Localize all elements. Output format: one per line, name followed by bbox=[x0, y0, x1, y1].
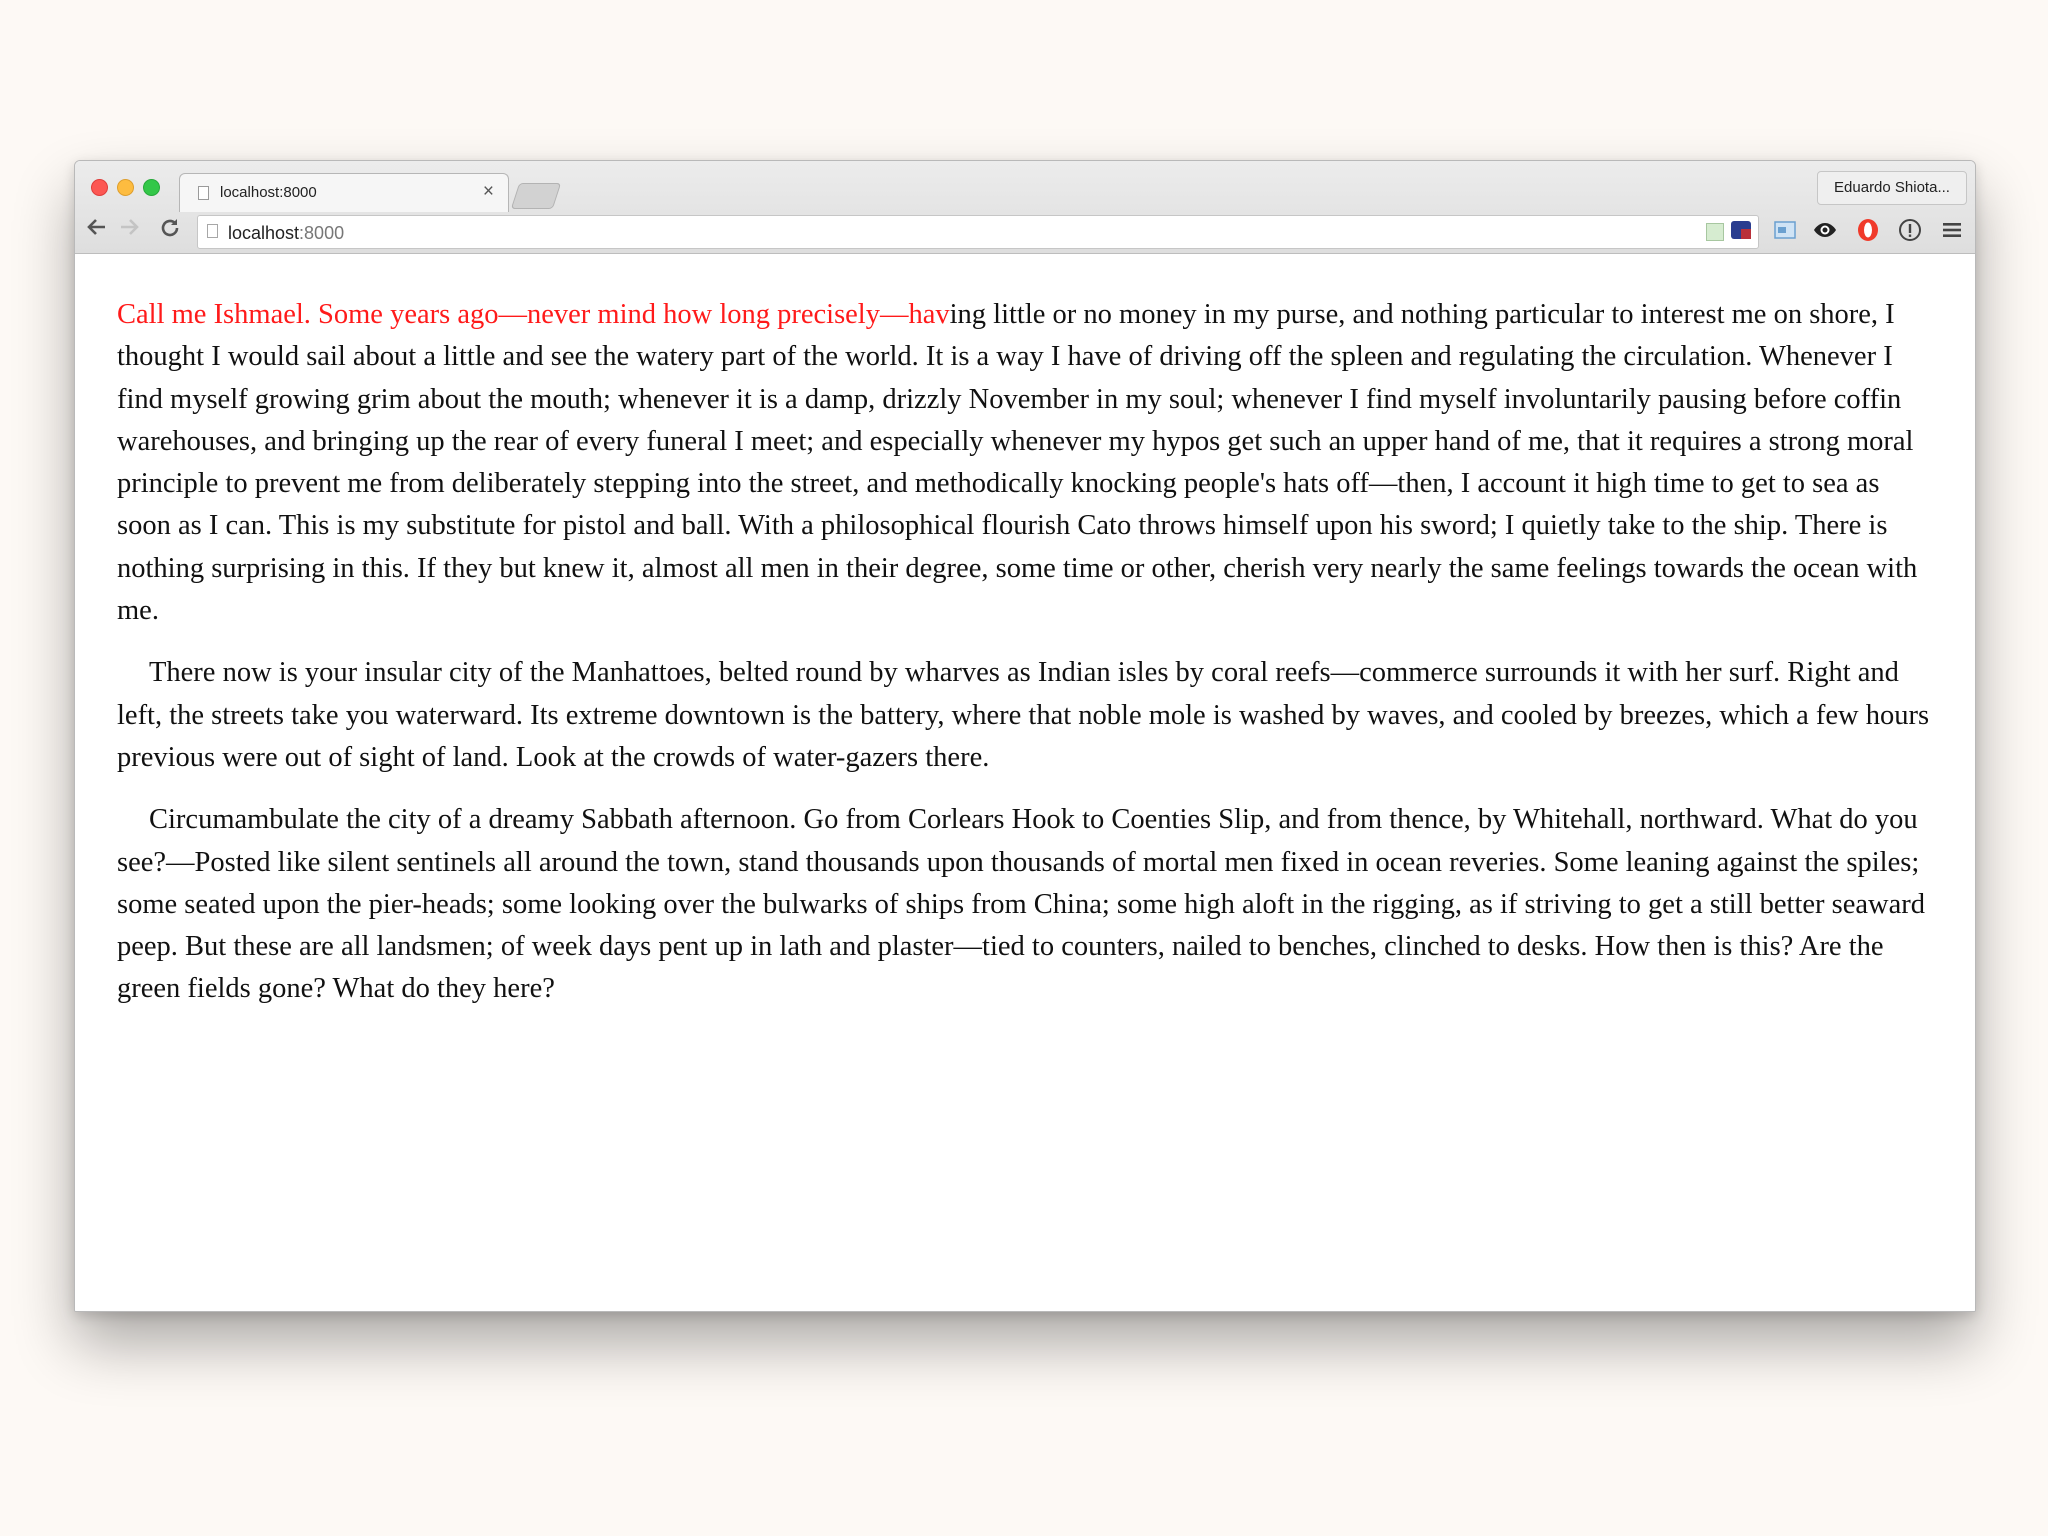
new-tab-button[interactable] bbox=[511, 183, 561, 209]
toolbar bbox=[75, 211, 1975, 253]
opera-icon[interactable] bbox=[1856, 218, 1880, 242]
minimize-window-button[interactable] bbox=[117, 179, 134, 196]
browser-chrome bbox=[75, 161, 1975, 254]
back-arrow-icon[interactable] bbox=[85, 216, 107, 245]
url-host: localhost bbox=[228, 223, 300, 243]
eye-icon[interactable] bbox=[1813, 218, 1837, 242]
reload-icon[interactable] bbox=[159, 217, 181, 245]
extension-icon[interactable] bbox=[1729, 218, 1753, 242]
page-action-icon[interactable] bbox=[1706, 223, 1724, 241]
info-icon[interactable] bbox=[1898, 218, 1922, 242]
tab-close-icon[interactable]: × bbox=[482, 181, 494, 202]
address-bar[interactable] bbox=[197, 215, 1759, 249]
hamburger-menu-icon[interactable] bbox=[1940, 218, 1964, 242]
close-window-button[interactable] bbox=[91, 179, 108, 196]
page-icon bbox=[198, 186, 209, 200]
tab-title: localhost:8000 bbox=[220, 184, 317, 201]
paragraph-1 bbox=[117, 294, 1933, 632]
profile-button[interactable]: Eduardo Shiota... bbox=[1817, 171, 1967, 205]
paragraph-1-text: ing little or no money in my purse, and nothing particular to interest me on shore, I thought I would sail about a little and see the watery part of the world. It is a way I have of driving off the spleen and regulating the circulation. Whenever I find myself growing grim about the mouth; whenever it is a damp, drizzly November in my soul; whenever I find myself involuntarily pausing before coffin warehouses, and bringing up the rear of every funeral I meet; and especially whenever my hypos get such an upper hand of me, that it requires a strong moral principle to prevent me from deliberately stepping into the street, and methodically knocking people's hats off—then, I account it high time to get to sea as soon as I can. This is my substitute for pistol and ball. With a philosophical flourish Cato throws himself upon his sword; I quietly take to the ship. There is nothing surprising in this. If they but knew it, almost all men in their degree, some time or other, cherish very nearly the same feelings towards the ocean with me. bbox=[117, 299, 1918, 627]
window-extension-icon[interactable] bbox=[1773, 218, 1797, 242]
forward-arrow-icon[interactable] bbox=[119, 216, 141, 245]
page-content bbox=[75, 254, 1975, 1311]
paragraph-2: There now is your insular city of the Manhattoes, belted round by wharves as Indian isles by coral reefs—commerce surrounds it with her surf. Right and left, the streets take you waterward. Its extreme downtown is the battery, where that noble mole is washed by waves, and cooled by breezes, which a few hours previous were out of sight of land. Look at the crowds of water-gazers there. bbox=[117, 657, 1930, 773]
browser-window bbox=[74, 160, 1976, 1312]
tab-localhost[interactable] bbox=[179, 173, 509, 212]
highlighted-text: Call me Ishmael. Some years ago—never mind how long precisely—hav bbox=[117, 299, 950, 330]
url-text[interactable] bbox=[228, 223, 344, 244]
page-icon bbox=[207, 224, 218, 238]
url-port: :8000 bbox=[299, 223, 345, 243]
paragraph-3: Circumambulate the city of a dreamy Sabbath afternoon. Go from Corlears Hook to Coenties Slip, and from thence, by Whitehall, northward. What do you see?—Posted like silent sentinels all around the town, stand thousands upon thousands of mortal men fixed in ocean reveries. Some leaning against the spiles; some seated upon the pier-heads; some looking over the bulwarks of ships from China; some high aloft in the rigging, as if striving to get a still better seaward peep. But these are all landsmen; of week days pent up in lath and plaster—tied to counters, nailed to benches, clinched to desks. How then is this? Are the green fields gone? What do they here? bbox=[117, 804, 1926, 1005]
maximize-window-button[interactable] bbox=[143, 179, 160, 196]
